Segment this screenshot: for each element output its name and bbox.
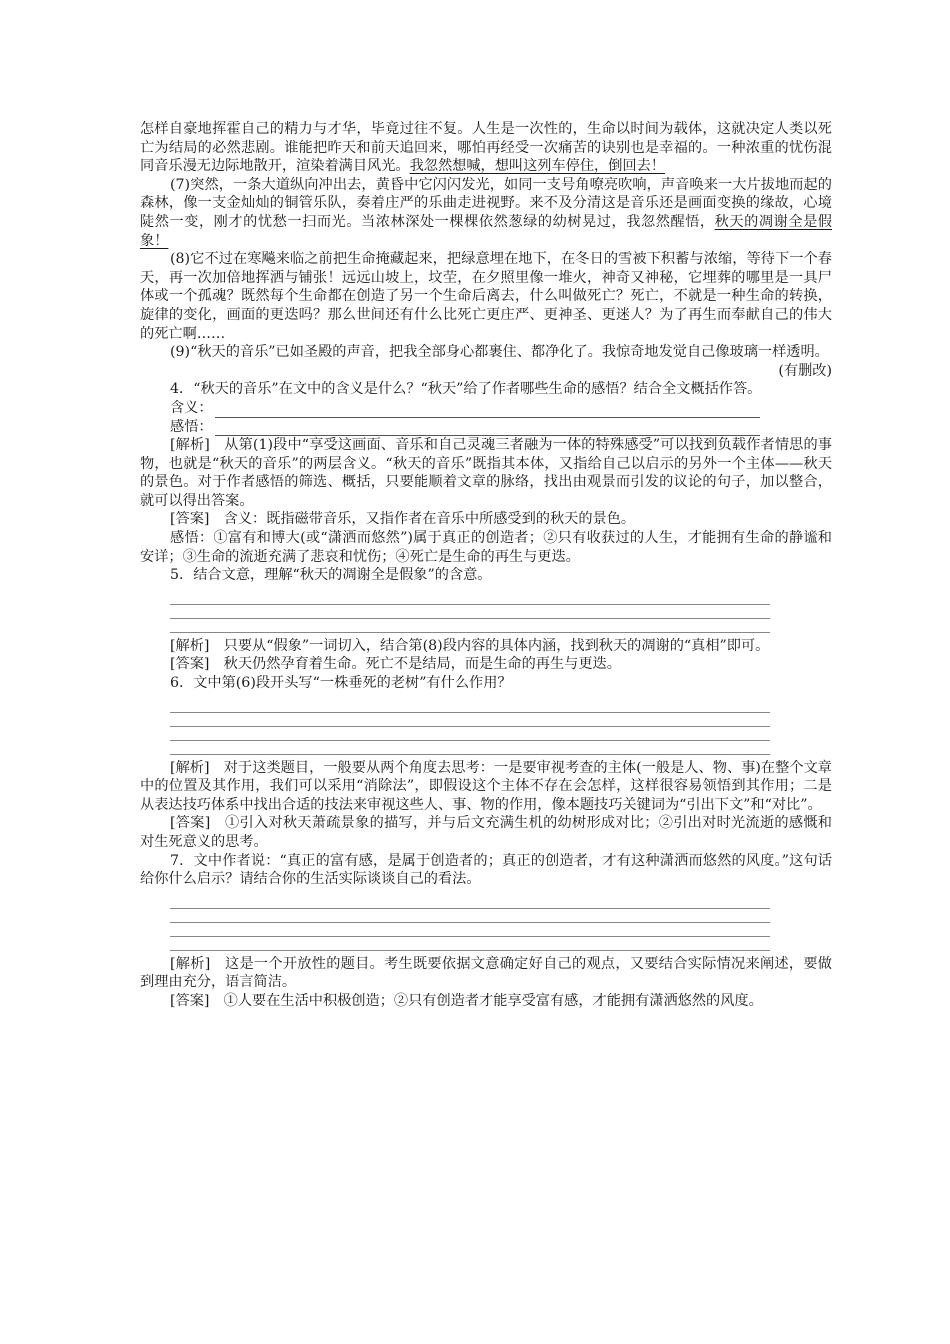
analysis-tag: [解析] <box>170 955 211 972</box>
answer-tag: [答案] <box>170 815 211 832</box>
answer-line <box>170 591 770 605</box>
answer-line <box>170 937 770 951</box>
passage-text: 怎样自豪地挥霍自己的精力与才华，毕竟过往不复。人生是一次性的，生命以时间为载体，这就决定人类以死亡为结局的必然悲剧。谁能把昨天和前天追回来，哪怕再经受一次痛苦的诀别也是幸福的。一种浓重的忧伤混同音乐漫无边际地散开，渲染着满目风光。 <box>140 121 832 175</box>
q7-answer-lines[interactable] <box>140 889 832 955</box>
answer-line <box>170 923 770 937</box>
analysis-text: 对于这类题目，一般要从两个角度去思考：一是要审视考查的主体(一般是人、物、事)在整个文章中的位置及其作用，我们可以采用“消除法”，即假设这个主体不存在会怎样，这样很容易领悟到其作用；二是从表达技巧体系中找出合适的技法来审视这些人、事、物的作用，像本题技巧关键词为“引出下文”和“对比”。 <box>140 759 832 813</box>
analysis-tag: [解析] <box>170 437 210 454</box>
analysis-tag: [解析] <box>170 637 210 654</box>
underlined-sentence: 秋天的凋谢全是假象！ <box>140 213 832 249</box>
analysis-text: 这是一个开放性的题目。考生既要依据文意确定好自己的观点，又要结合实际情况来阐述，要做到理由充分，语言简洁。 <box>140 955 832 991</box>
q6-answer <box>140 814 832 851</box>
answer-line <box>170 605 770 619</box>
q5-answer <box>140 655 832 674</box>
analysis-tag: [解析] <box>170 759 210 776</box>
q5-analysis <box>140 637 832 656</box>
passage-paragraph-8: (8)它不过在寒飚来临之前把生命掩藏起来，把绿意埋在地下，在冬日的雪被下积蓄与浓缩，等待下一个春天，再一次加倍地挥洒与铺张！远远山坡上，坟茔，在夕照里像一堆火，神奇又神秘，它埋葬的哪里是一具尸体或一个孤魂？既然每个生命都在创造了另一个生命后离去，什么叫做死亡？死亡，不就是一种生命的转换，旋律的变化，画面的更迭吗？那么世间还有什么比死亡更庄严、更神圣、更迷人？为了再生而奉献自己的伟大的死亡啊…… <box>140 251 832 342</box>
meaning-label: 含义： <box>170 399 213 416</box>
answer-line <box>170 713 770 727</box>
analysis-text: 只要从“假象”一词切入，结合第(8)段内容的具体内涵，找到秋天的凋谢的“真相”即可。 <box>223 637 770 654</box>
question-6: 6．文中第(6)段开头写“一株垂死的老树”有什么作用？ <box>170 675 512 692</box>
passage-text: (7)突然，一条大道纵向冲出去，黄昏中它闪闪发光，如同一支号角嘹亮吹响，声音唤来一大片拔地而起的森林，像一支金灿灿的铜管乐队，奏着庄严的乐曲走进视野。来不及分清这是音乐还是画面变换的缘故，心境陡然一变，刚才的忧愁一扫而光。当浓林深处一棵棵依然葱绿的幼树晃过，我忽然醒悟， <box>140 176 832 230</box>
q4-answer <box>140 510 832 529</box>
document-page <box>140 120 832 1011</box>
answer-tag: [答案] <box>170 656 210 673</box>
source-note: (有删改) <box>778 362 832 379</box>
q6-answer-lines[interactable] <box>140 693 832 759</box>
meaning-answer-line[interactable] <box>215 403 760 418</box>
insight-answer-line[interactable] <box>215 421 760 436</box>
answer-line <box>170 727 770 741</box>
answer-line <box>170 741 770 755</box>
answer-line <box>170 909 770 923</box>
q7-analysis <box>140 955 832 992</box>
question-4: 4．“秋天的音乐”在文中的含义是什么？“秋天”给了作者哪些生命的感悟？结合全文概括作答。 <box>170 381 762 398</box>
passage-paragraph-7 <box>140 176 832 250</box>
q5-answer-lines[interactable] <box>140 585 832 637</box>
answer-line <box>170 619 770 633</box>
answer-text: ①人要在生活中积极创造；②只有创造者才能享受富有感，才能拥有潇洒悠然的风度。 <box>223 992 763 1009</box>
analysis-text: 从第(1)段中“享受这画面、音乐和自己灵魂三者融为一体的特殊感受”可以找到负载作者情思的事物，也就是“秋天的音乐”的两层含义。“秋天的音乐”既指其本体，又指给自己以启示的另外一个主体——秋天的景色。对于作者感悟的筛选、概括，只要能顺着文章的脉络，找出由观景而引发的议论的句子，加以整合，就可以得出答案。 <box>140 437 832 509</box>
answer-text: 含义：既指磁带音乐，又指作者在音乐中所感受到的秋天的景色。 <box>223 511 636 528</box>
q6-analysis <box>140 759 832 815</box>
answer-text: ①引入对秋天萧疏景象的描写，并与后文充满生机的幼树形成对比；②引出对时光流逝的感慨和对生死意义的思考。 <box>140 815 832 850</box>
answer-tag: [答案] <box>170 511 210 528</box>
q4-analysis <box>140 436 832 510</box>
underlined-sentence: 我忽然想喊，想叫这列车停住，倒回去！ <box>409 158 665 175</box>
insight-label: 感悟： <box>170 418 213 435</box>
meaning-fill-row <box>140 399 832 418</box>
answer-text: 秋天仍然孕育着生命。死亡不是结局，而是生命的再生与更迭。 <box>223 656 621 673</box>
answer-line <box>170 699 770 713</box>
answer-tag: [答案] <box>170 992 210 1009</box>
passage-paragraph-6-tail <box>140 120 832 176</box>
insight-fill-row <box>140 418 832 437</box>
passage-paragraph-9: (9)“秋天的音乐”已如圣殿的声音，把我全部身心都裹住、都净化了。我惊奇地发觉自己像玻璃一样透明。 <box>170 344 829 361</box>
q4-answer-continued: 感悟：①富有和博大(或“潇洒而悠然”)属于真正的创造者；②只有收获过的人生，才能拥有生命的静谧和安详；③生命的流逝充满了悲哀和忧伤；④死亡是生命的再生与更迭。 <box>140 530 832 565</box>
question-5: 5．结合文意，理解“秋天的凋谢全是假象”的含意。 <box>170 567 492 584</box>
answer-line <box>170 895 770 909</box>
q7-answer <box>140 992 832 1011</box>
question-7: 7．文中作者说：“真正的富有感，是属于创造者的；真正的创造者，才有这种潇洒而悠然的风度。”这句话给你什么启示？请结合你的生活实际谈谈自己的看法。 <box>140 852 832 888</box>
